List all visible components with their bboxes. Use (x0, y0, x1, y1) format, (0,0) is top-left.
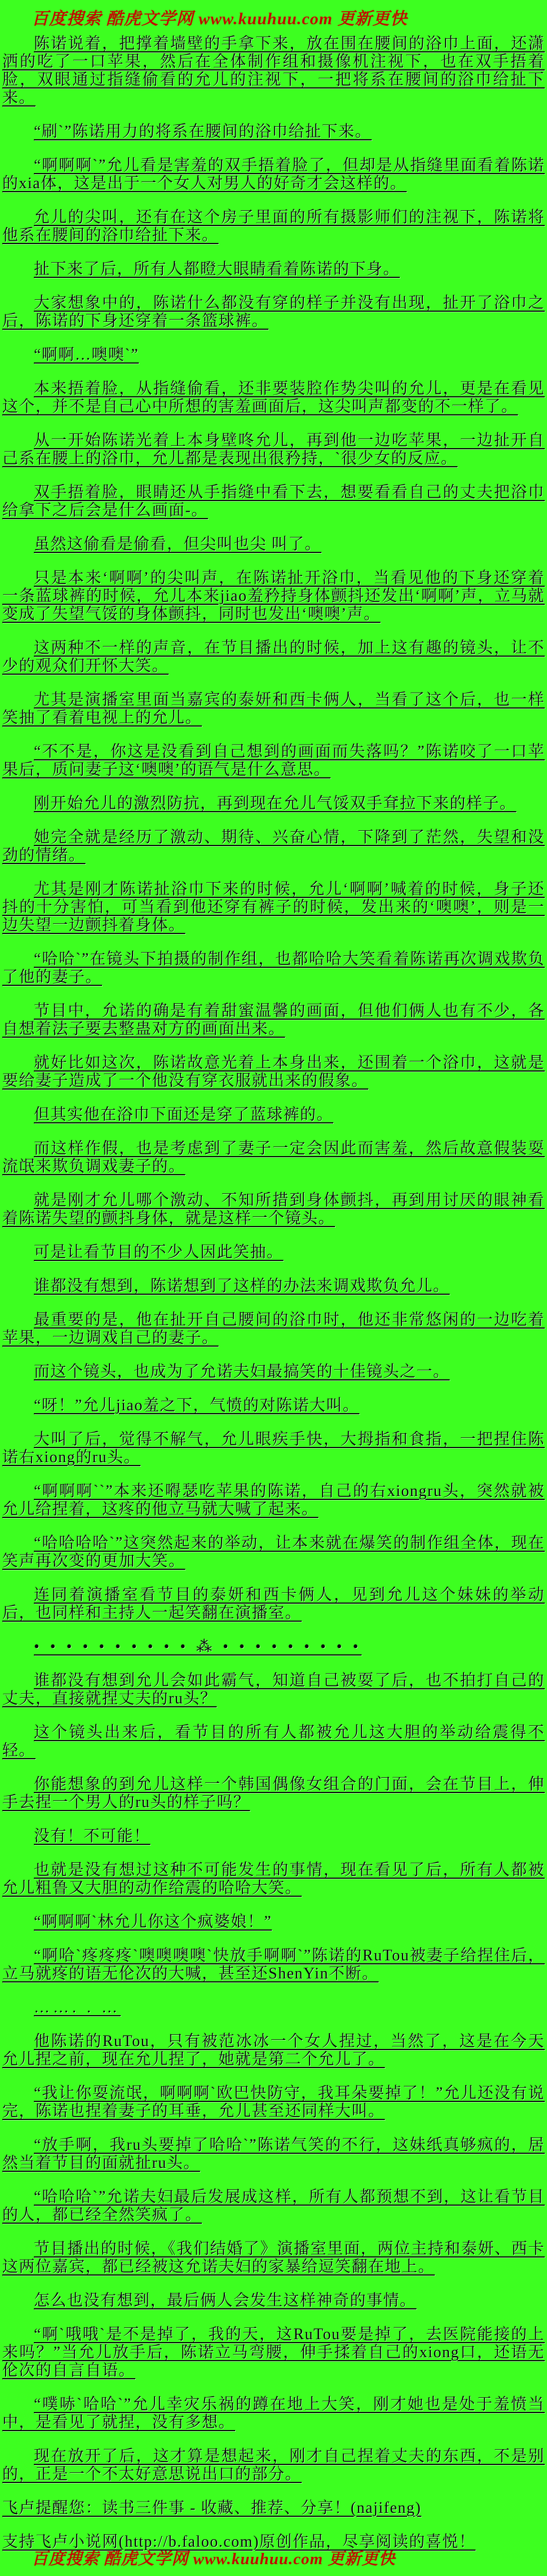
paragraph: 她完全就是经历了激动、期待、兴奋心情，下降到了茫然，失望和没劲的情绪。 (2, 829, 545, 864)
paragraph: 但其实他在浴巾下面还是穿了蓝球裤的。 (34, 1106, 334, 1123)
paragraph: 陈诺说着，把撑着墙壁的手拿下来，放在围在腰间的浴巾上面，还潇洒的吃了一口苹果，然后在全体制作组和摄像机注视下，也在双手捂着脸，双眼通过指缝偷看的允儿的注视下，一把将系在腰间的浴巾给扯下来。 (2, 35, 545, 107)
paragraph: 就是刚才允儿哪个激动、不知所措到身体颤抖，再到用讨厌的眼神看着陈诺失望的颤抖身体，就是这样一个镜头。 (2, 1192, 545, 1227)
paragraph: 双手捂着脸，眼睛还从手指缝中看下去，想要看看自己的丈夫把浴巾给拿下之后会是什么画面-。 (2, 484, 545, 519)
paragraph: 怎么也没有想到，最后俩人会发生这样神奇的事情。 (34, 2292, 417, 2309)
novel-text (2, 35, 545, 2551)
paragraph: 也就是没有想过这种不可能发生的事情，现在看见了后，所有人都被允儿粗鲁又大胆的动作给震的哈哈大笑。 (2, 1861, 545, 1897)
paragraph: “啊`哦哦`是不是掉了，我的天，这RuTou要是掉了，去医院能接的上来吗？”当允儿放手后，陈诺立马弯腰，伸手揉着自己的xiong口，还语无伦次的自言自语。 (2, 2326, 545, 2379)
paragraph: “呀！”允儿jiao羞之下，气愤的对陈诺大叫。 (34, 1397, 360, 1414)
section-divider: ……. . … (34, 1999, 121, 2016)
paragraph: “噗哧`哈哈`”允儿幸灾乐祸的蹲在地上大笑，刚才她也是处于羞愤当中，是看见了就捏，没有多想。 (2, 2396, 545, 2431)
paragraph: “啊啊啊`”允儿看是害羞的双手捂着脸了，但却是从指缝里面看着陈诺的xia体，这是出于一个女人对男人的好奇才会这样的。 (2, 157, 545, 192)
paragraph: “哈哈`”在镜头下拍摄的制作组，也都哈哈大笑看着陈诺再次调戏欺负了他的妻子。 (2, 950, 545, 986)
paragraph: 谁都没有想到，陈诺想到了这样的办法来调戏欺负允儿。 (34, 1277, 450, 1295)
paragraph: 而这个镜头，也成为了允诺夫妇最搞笑的十佳镜头之一。 (34, 1363, 450, 1380)
paragraph: “啊啊…噢噢`” (34, 346, 139, 364)
paragraph: 本来捂着脸，从指缝偷看，还非要装腔作势尖叫的允儿，更是在看见这个，并不是自己心中所想的害羞画面后，这尖叫声都变的不一样了。 (2, 380, 545, 415)
paragraph: “啊啊啊`林允儿你这个疯婆娘！” (34, 1913, 272, 1931)
paragraph: 最重要的是，他在扯开自己腰间的浴巾时，他还非常悠闲的一边吃着苹果，一边调戏自己的妻子。 (2, 1311, 545, 1347)
paragraph: 就好比如这次，陈诺故意光着上本身出来，还围着一个浴巾，这就是要给妻子造成了一个他没有穿衣服就出来的假象。 (2, 1054, 545, 1090)
paragraph: 扯下来了后，所有人都瞪大眼睛看着陈诺的下身。 (34, 260, 400, 278)
paragraph: 节目播出的时候，《我们结婚了》演播室里面，两位主持和泰妍、西卡这两位嘉宾，都已经被这允诺夫妇的家暴给逗笑翻在地上。 (2, 2240, 545, 2276)
paragraph: 谁都没有想到允儿会如此霸气，知道自己被耍了后，也不拍打自己的丈夫，直接就捏丈夫的ru头？ (2, 1672, 545, 1707)
paragraph: 只是本来‘啊啊’的尖叫声，在陈诺扯开浴巾，当看见他的下身还穿着一条蓝球裤的时候，允儿本来jiao羞矜持身体颤抖还发出‘啊啊’声，立马就变成了失望气馁的身体颤抖，同时也发出‘噢噢’声。 (2, 569, 545, 623)
paragraph: 大家想象中的，陈诺什么都没有穿的样子并没有出现，扯开了浴巾之后，陈诺的下身还穿着一条篮球裤。 (2, 294, 545, 330)
paragraph: 节目中，允诺的确是有着甜蜜温馨的画面，但他们俩人也有不少，各自想着法子要去整蛊对方的画面出来。 (2, 1002, 545, 1038)
paragraph: 尤其是刚才陈诺扯浴巾下来的时候，允儿‘啊啊’喊着的时候，身子还抖的十分害怕，可当看到他还穿有裤子的时候，发出来的‘噢噢’，则是一边失望一边颤抖着身体。 (2, 880, 545, 934)
paragraph: “不不是，你这是没看到自己想到的画面而失落吗？”陈诺咬了一口苹果后，质问妻子这‘噢噢’的语气是什么意思。 (2, 743, 545, 778)
paragraph: 刚开始允儿的激烈防抗，再到现在允儿气馁双手耷拉下来的样子。 (34, 795, 517, 812)
paragraph: “放手啊，我ru头要掉了哈哈`”陈诺气笑的不行，这妹纸真够疯的，居然当着节目的面就扯ru头。 (2, 2136, 545, 2172)
paragraph: 允儿的尖叫，还有在这个房子里面的所有摄影师们的注视下，陈诺将他系在腰间的浴巾给扯下来。 (2, 209, 545, 244)
paragraph: 支持飞卢小说网(http://b.faloo.com)原创作品，尽享阅读的喜悦！ (2, 2533, 476, 2551)
paragraph: 虽然这偷看是偷看，但尖叫也尖 叫了。 (34, 535, 322, 553)
paragraph: 你能想象的到允儿这样一个韩国偶像女组合的门面，会在节目上，伸手去捏一个男人的ru头的样子吗？ (2, 1776, 545, 1811)
paragraph: 从一开始陈诺光着上本身壁咚允儿，再到他一边吃苹果，一边扯开自己系在腰上的浴巾，允儿都是表现出很矜持，`很少女的反应。 (2, 432, 545, 467)
paragraph: 大叫了后，觉得不解气，允儿眼疾手快，大拇指和食指，一把捏住陈诺右xiong的ru头。 (2, 1431, 545, 1466)
paragraph: 尤其是演播室里面当嘉宾的泰妍和西卡俩人，当看了这个后，也一样笑抽了看着电视上的允儿。 (2, 691, 545, 727)
paragraph: 这个镜头出来后，看节目的所有人都被允儿这大胆的举动给震得不轻。 (2, 1724, 545, 1759)
paragraph: “我让你耍流氓，啊啊啊`欧巴快防守，我耳朵要掉了！”允儿还没有说完，陈诺也捏着妻子的耳垂，允儿甚至还同样大叫。 (2, 2084, 545, 2120)
paragraph: “哈哈哈`”允诺夫妇最后发展成这样，所有人都预想不到，这让看节目的人，都已经全然笑疯了。 (2, 2188, 545, 2224)
header-watermark: 百度搜索 酷虎文学网 www.kuuhuu.com 更新更快 (32, 10, 408, 28)
paragraph: 这两种不一样的声音，在节目播出的时候，加上这有趣的镜头，让不少的观众们开怀大笑。 (2, 639, 545, 675)
paragraph: 而这样作假，也是考虑到了妻子一定会因此而害羞，然后故意假装耍流氓来欺负调戏妻子的。 (2, 1140, 545, 1175)
paragraph: “哈哈哈哈`”这突然起来的举动，让本来就在爆笑的制作组全体，现在笑声再次变的更加大笑。 (2, 1534, 545, 1570)
paragraph: 没有！不可能！ (34, 1827, 151, 1845)
paragraph: 可是让看节目的不少人因此笑抽。 (34, 1243, 284, 1261)
paragraph: “啊啊啊``”本来还嘚瑟吃苹果的陈诺，自己的右xiongru头，突然就被允儿给捏着，这疼的他立马就大喊了起来。 (2, 1482, 545, 1518)
paragraph: 飞卢提醒您：读书三件事 - 收藏、推荐、分享！(najifeng) (2, 2499, 422, 2517)
paragraph: “啊哈`疼疼疼`噢噢噢噢`快放手啊啊`”陈诺的RuTou被妻子给捏住后，立马就疼的语无伦次的大喊，甚至还ShenYin不断。 (2, 1947, 545, 1982)
section-divider: • • • • • • • • • • ⁂ • • • • • • • • • (34, 1638, 362, 1656)
paragraph: “刷`”陈诺用力的将系在腰间的浴巾给扯下来。 (34, 123, 372, 140)
paragraph: 他陈诺的RuTou，只有被范冰冰一个女人捏过，当然了，这是在今天允儿捏之前，现在允儿捏了，她就是第二个允儿了。 (2, 2033, 545, 2068)
paragraph: 连同着演播室看节目的泰妍和西卡俩人，见到允儿这个妹妹的举动后，也同样和主持人一起笑翻在演播室。 (2, 1586, 545, 1622)
paragraph: 现在放开了后，这才算是想起来，刚才自己捏着丈夫的东西，不是别的，正是一个不太好意思说出口的部分。 (2, 2447, 545, 2483)
footer-watermark: 百度搜索 酷虎文学网 www.kuuhuu.com 更新更快 (32, 2550, 396, 2568)
